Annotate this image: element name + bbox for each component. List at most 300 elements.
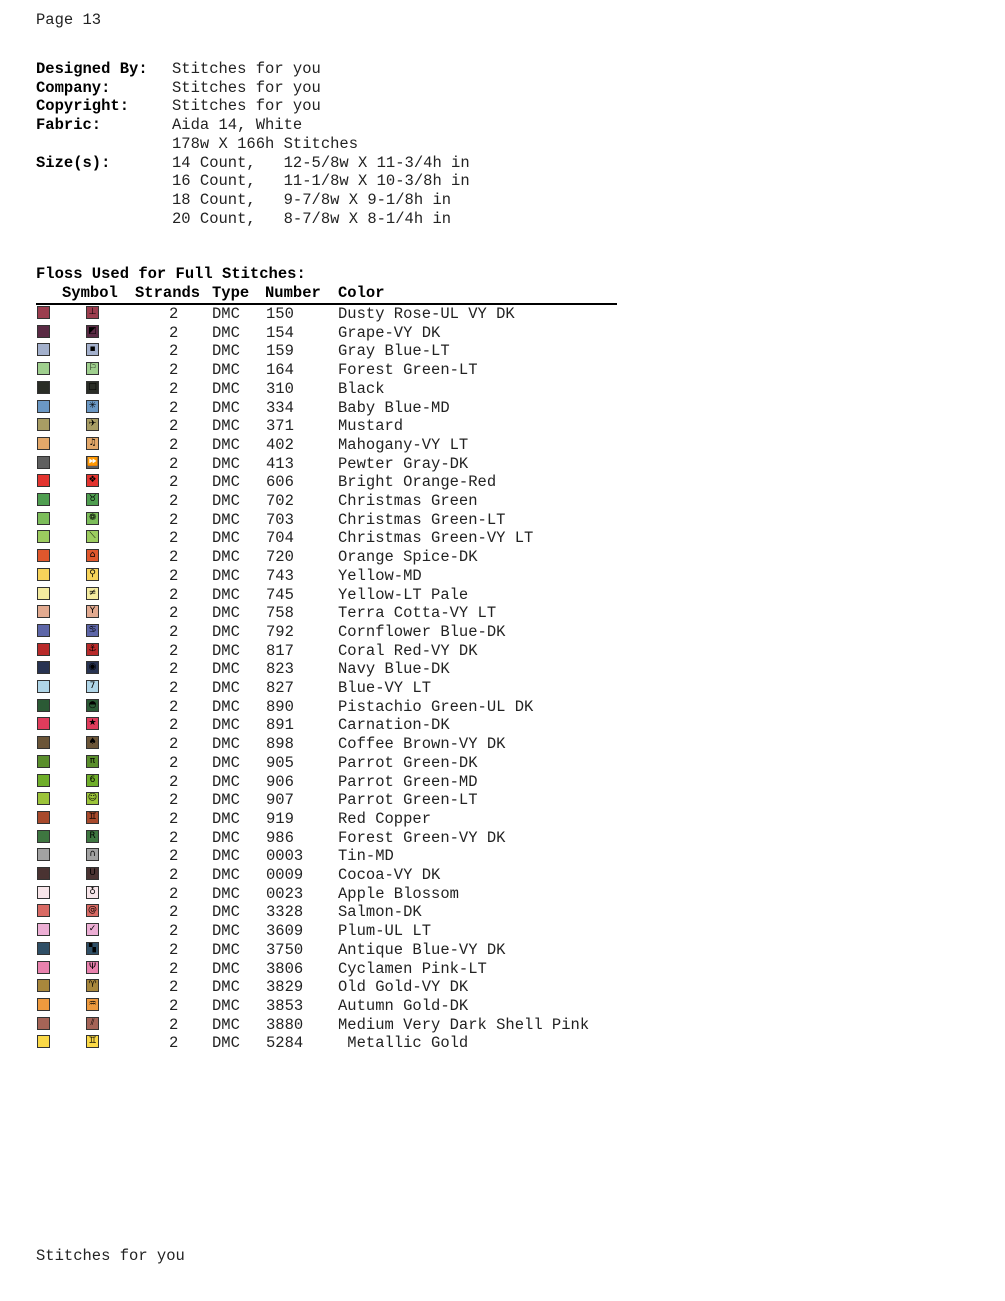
color-name-cell: Coffee Brown-VY DK xyxy=(338,735,506,754)
number-cell: 310 xyxy=(266,379,294,398)
type-cell: DMC xyxy=(212,585,240,604)
number-cell: 702 xyxy=(266,492,294,510)
color-swatch xyxy=(37,400,50,413)
color-swatch xyxy=(37,381,50,394)
strands-cell: 2 xyxy=(169,716,179,735)
strands-cell: 2 xyxy=(169,510,179,529)
color-name-cell: Medium Very Dark Shell Pink xyxy=(338,1015,590,1034)
type-cell: DMC xyxy=(212,492,240,510)
type-cell: DMC xyxy=(212,323,240,342)
floss-row xyxy=(0,455,700,473)
strands-cell: 2 xyxy=(169,585,179,604)
type-cell: DMC xyxy=(212,1034,240,1053)
number-cell: 720 xyxy=(266,548,294,567)
stitch-symbol-icon: ♊ xyxy=(86,1035,99,1048)
color-name-cell: Christmas Green-VY LT xyxy=(338,529,534,548)
strands-cell: 2 xyxy=(169,622,179,641)
info-value: 178w X 166h Stitches xyxy=(172,134,359,153)
type-cell: DMC xyxy=(212,604,240,623)
color-name-cell: Pewter Gray-DK xyxy=(338,454,469,473)
color-name-cell: Parrot Green-MD xyxy=(338,772,478,791)
floss-row xyxy=(0,866,700,884)
strands-cell: 2 xyxy=(169,940,179,959)
color-name-cell: Yellow-MD xyxy=(338,566,422,585)
strands-cell: 2 xyxy=(169,922,179,941)
color-name-cell: Cocoa-VY DK xyxy=(338,866,441,884)
color-name-cell: Coral Red-VY DK xyxy=(338,641,478,660)
strands-cell: 2 xyxy=(169,398,179,417)
color-swatch xyxy=(37,661,50,674)
type-cell: DMC xyxy=(212,772,240,791)
floss-row xyxy=(0,492,700,510)
color-swatch xyxy=(37,343,50,356)
floss-row xyxy=(0,810,700,828)
color-swatch xyxy=(37,418,50,431)
type-cell: DMC xyxy=(212,473,240,492)
number-cell: 907 xyxy=(266,791,294,810)
floss-row xyxy=(0,941,700,959)
type-cell: DMC xyxy=(212,959,240,978)
number-cell: 0003 xyxy=(266,847,304,866)
info-value: Stitches for you xyxy=(172,78,321,97)
type-cell: DMC xyxy=(212,866,240,884)
color-name-cell: Yellow-LT Pale xyxy=(338,585,469,604)
stitch-symbol-icon: ⟍ xyxy=(86,530,99,543)
color-name-cell: Antique Blue-VY DK xyxy=(338,940,506,959)
strands-cell: 2 xyxy=(169,454,179,473)
type-cell: DMC xyxy=(212,566,240,585)
color-swatch xyxy=(37,979,50,992)
type-cell: DMC xyxy=(212,510,240,529)
color-swatch xyxy=(37,811,50,824)
color-swatch xyxy=(37,867,50,880)
color-name-cell: Metallic Gold xyxy=(338,1034,469,1053)
strands-cell: 2 xyxy=(169,772,179,791)
page-number: Page 13 xyxy=(36,11,102,29)
floss-row xyxy=(0,960,700,978)
type-cell: DMC xyxy=(212,361,240,380)
floss-row xyxy=(0,586,700,604)
strands-cell: 2 xyxy=(169,323,179,342)
number-cell: 3806 xyxy=(266,959,304,978)
number-cell: 3829 xyxy=(266,978,304,997)
color-swatch xyxy=(37,717,50,730)
color-name-cell: Grape-VY DK xyxy=(338,323,441,342)
stitch-symbol-icon: ≠ xyxy=(86,587,99,600)
color-swatch xyxy=(37,680,50,693)
type-cell: DMC xyxy=(212,435,240,454)
number-cell: 3328 xyxy=(266,903,304,922)
floss-row xyxy=(0,735,700,753)
strands-cell: 2 xyxy=(169,866,179,884)
stitch-symbol-icon: ◩ xyxy=(86,325,99,338)
stitch-symbol-icon: ♊ xyxy=(86,811,99,824)
info-value: Aida 14, White xyxy=(172,116,303,135)
floss-row xyxy=(0,922,700,940)
color-name-cell: Blue-VY LT xyxy=(338,679,432,697)
color-swatch xyxy=(37,942,50,955)
strands-cell: 2 xyxy=(169,978,179,997)
floss-row xyxy=(0,399,700,417)
floss-row xyxy=(0,773,700,791)
number-cell: 150 xyxy=(266,305,294,323)
number-cell: 891 xyxy=(266,716,294,735)
color-name-cell: Parrot Green-LT xyxy=(338,791,478,810)
floss-row xyxy=(0,529,700,547)
color-swatch xyxy=(37,362,50,375)
type-cell: DMC xyxy=(212,622,240,641)
floss-row xyxy=(0,548,700,566)
info-label: Copyright: xyxy=(36,97,130,116)
color-name-cell: Forest Green-LT xyxy=(338,361,478,380)
number-cell: 0009 xyxy=(266,866,304,884)
page-footer: Stitches for you xyxy=(36,1247,185,1265)
type-cell: DMC xyxy=(212,978,240,997)
color-name-cell: Old Gold-VY DK xyxy=(338,978,469,997)
stitch-symbol-icon: ▪ xyxy=(86,343,99,356)
color-swatch xyxy=(37,549,50,562)
info-value: 14 Count, 12-5/8w X 11-3/4h in xyxy=(172,153,470,172)
strands-cell: 2 xyxy=(169,566,179,585)
floss-row xyxy=(0,1016,700,1034)
number-cell: 3880 xyxy=(266,1015,304,1034)
floss-row xyxy=(0,511,700,529)
number-cell: 792 xyxy=(266,622,294,641)
number-cell: 0023 xyxy=(266,884,304,903)
color-swatch xyxy=(37,530,50,543)
number-cell: 743 xyxy=(266,566,294,585)
floss-row xyxy=(0,567,700,585)
color-swatch xyxy=(37,923,50,936)
type-cell: DMC xyxy=(212,922,240,941)
strands-cell: 2 xyxy=(169,697,179,716)
header-color: Color xyxy=(338,284,385,302)
number-cell: 154 xyxy=(266,323,294,342)
header-strands: Strands xyxy=(135,284,201,302)
stitch-symbol-icon: 6 xyxy=(86,774,99,787)
color-swatch xyxy=(37,474,50,487)
color-swatch xyxy=(37,1017,50,1030)
type-cell: DMC xyxy=(212,753,240,772)
stitch-symbol-icon: ⚐ xyxy=(86,362,99,375)
color-swatch xyxy=(37,587,50,600)
color-name-cell: Cornflower Blue-DK xyxy=(338,622,506,641)
stitch-symbol-icon: □ xyxy=(86,381,99,394)
color-swatch xyxy=(37,306,50,319)
stitch-symbol-icon: ⊥ xyxy=(86,306,99,319)
number-cell: 817 xyxy=(266,641,294,660)
stitch-symbol-icon: ♉ xyxy=(86,493,99,506)
stitch-symbol-icon: ⚲ xyxy=(86,568,99,581)
number-cell: 919 xyxy=(266,809,294,828)
color-swatch xyxy=(37,830,50,843)
strands-cell: 2 xyxy=(169,679,179,697)
floss-row xyxy=(0,1034,700,1052)
strands-cell: 2 xyxy=(169,604,179,623)
stitch-symbol-icon: ♒ xyxy=(86,998,99,1011)
info-value: 18 Count, 9-7/8w X 9-1/8h in xyxy=(172,190,452,209)
color-name-cell: Plum-UL LT xyxy=(338,922,432,941)
header-symbol: Symbol xyxy=(62,284,118,302)
color-swatch xyxy=(37,736,50,749)
color-swatch xyxy=(37,624,50,637)
stitch-symbol-icon: ◓ xyxy=(86,699,99,712)
color-name-cell: Gray Blue-LT xyxy=(338,342,450,361)
color-name-cell: Cyclamen Pink-LT xyxy=(338,959,487,978)
color-name-cell: Forest Green-VY DK xyxy=(338,828,506,847)
stitch-symbol-icon: ♋ xyxy=(86,624,99,637)
color-swatch xyxy=(37,755,50,768)
color-name-cell: Baby Blue-MD xyxy=(338,398,450,417)
stitch-symbol-icon: Ψ xyxy=(86,961,99,974)
color-name-cell: Christmas Green-LT xyxy=(338,510,506,529)
strands-cell: 2 xyxy=(169,828,179,847)
number-cell: 402 xyxy=(266,435,294,454)
color-swatch xyxy=(37,437,50,450)
stitch-symbol-icon: ♁ xyxy=(86,886,99,899)
color-swatch xyxy=(37,568,50,581)
strands-cell: 2 xyxy=(169,435,179,454)
strands-cell: 2 xyxy=(169,492,179,510)
floss-row xyxy=(0,903,700,921)
floss-row xyxy=(0,342,700,360)
floss-row xyxy=(0,417,700,435)
color-name-cell: Bright Orange-Red xyxy=(338,473,497,492)
strands-cell: 2 xyxy=(169,305,179,323)
type-cell: DMC xyxy=(212,940,240,959)
number-cell: 703 xyxy=(266,510,294,529)
strands-cell: 2 xyxy=(169,641,179,660)
type-cell: DMC xyxy=(212,716,240,735)
stitch-symbol-icon: ✳ xyxy=(86,400,99,413)
color-swatch xyxy=(37,605,50,618)
number-cell: 3609 xyxy=(266,922,304,941)
stitch-symbol-icon: 7 xyxy=(86,680,99,693)
strands-cell: 2 xyxy=(169,660,179,679)
stitch-symbol-icon: ⏩ xyxy=(87,456,99,467)
strands-cell: 2 xyxy=(169,959,179,978)
stitch-symbol-icon: π xyxy=(86,755,99,768)
type-cell: DMC xyxy=(212,660,240,679)
color-swatch xyxy=(37,493,50,506)
floss-row xyxy=(0,847,700,865)
strands-cell: 2 xyxy=(169,753,179,772)
strands-cell: 2 xyxy=(169,1034,179,1053)
floss-row xyxy=(0,660,700,678)
floss-row xyxy=(0,361,700,379)
info-label: Fabric: xyxy=(36,116,102,135)
floss-row xyxy=(0,642,700,660)
strands-cell: 2 xyxy=(169,342,179,361)
type-cell: DMC xyxy=(212,529,240,548)
stitch-symbol-icon: ♈ xyxy=(86,979,99,992)
stitch-symbol-icon: Y xyxy=(86,605,99,618)
stitch-symbol-icon: R xyxy=(86,830,99,843)
color-swatch xyxy=(37,643,50,656)
color-name-cell: Autumn Gold-DK xyxy=(338,996,469,1015)
stitch-symbol-icon: ☺ xyxy=(87,793,98,804)
stitch-symbol-icon: @ xyxy=(88,905,97,916)
color-swatch xyxy=(37,325,50,338)
floss-row xyxy=(0,754,700,772)
floss-row xyxy=(0,305,700,323)
strands-cell: 2 xyxy=(169,548,179,567)
header-number: Number xyxy=(265,284,321,302)
color-name-cell: Apple Blossom xyxy=(338,884,459,903)
number-cell: 371 xyxy=(266,417,294,436)
type-cell: DMC xyxy=(212,735,240,754)
stitch-symbol-icon: ★ xyxy=(86,717,99,730)
floss-row xyxy=(0,997,700,1015)
color-swatch xyxy=(37,792,50,805)
floss-row xyxy=(0,623,700,641)
floss-row xyxy=(0,698,700,716)
floss-row xyxy=(0,604,700,622)
color-name-cell: Pistachio Green-UL DK xyxy=(338,697,534,716)
stitch-symbol-icon: ❁ xyxy=(86,512,99,525)
info-label: Company: xyxy=(36,78,111,97)
type-cell: DMC xyxy=(212,454,240,473)
info-value: 16 Count, 11-1/8w X 10-3/8h in xyxy=(172,172,470,191)
number-cell: 3853 xyxy=(266,996,304,1015)
type-cell: DMC xyxy=(212,548,240,567)
color-name-cell: Parrot Green-DK xyxy=(338,753,478,772)
number-cell: 745 xyxy=(266,585,294,604)
floss-row xyxy=(0,978,700,996)
number-cell: 159 xyxy=(266,342,294,361)
strands-cell: 2 xyxy=(169,379,179,398)
floss-row xyxy=(0,679,700,697)
strands-cell: 2 xyxy=(169,996,179,1015)
stitch-symbol-icon: U xyxy=(86,867,99,880)
strands-cell: 2 xyxy=(169,1015,179,1034)
strands-cell: 2 xyxy=(169,884,179,903)
type-cell: DMC xyxy=(212,809,240,828)
strands-cell: 2 xyxy=(169,847,179,866)
stitch-symbol-icon: ♠ xyxy=(86,736,99,749)
strands-cell: 2 xyxy=(169,473,179,492)
number-cell: 413 xyxy=(266,454,294,473)
type-cell: DMC xyxy=(212,791,240,810)
stitch-symbol-icon: ✓ xyxy=(86,923,99,936)
info-label: Size(s): xyxy=(36,153,111,172)
color-swatch xyxy=(37,774,50,787)
type-cell: DMC xyxy=(212,305,240,323)
type-cell: DMC xyxy=(212,828,240,847)
type-cell: DMC xyxy=(212,1015,240,1034)
color-name-cell: Tin-MD xyxy=(338,847,394,866)
stitch-symbol-icon: ∩ xyxy=(86,848,99,861)
color-swatch xyxy=(37,699,50,712)
color-name-cell: Terra Cotta-VY LT xyxy=(338,604,497,623)
number-cell: 898 xyxy=(266,735,294,754)
number-cell: 986 xyxy=(266,828,294,847)
info-label: Designed By: xyxy=(36,60,148,78)
info-value: Stitches for you xyxy=(172,97,321,116)
type-cell: DMC xyxy=(212,417,240,436)
color-swatch xyxy=(37,904,50,917)
number-cell: 905 xyxy=(266,753,294,772)
type-cell: DMC xyxy=(212,379,240,398)
color-name-cell: Carnation-DK xyxy=(338,716,450,735)
stitch-symbol-icon: ⚓ xyxy=(86,643,99,656)
color-name-cell: Dusty Rose-UL VY DK xyxy=(338,305,515,323)
color-name-cell: Mahogany-VY LT xyxy=(338,435,469,454)
color-swatch xyxy=(37,848,50,861)
number-cell: 758 xyxy=(266,604,294,623)
info-value: Stitches for you xyxy=(172,60,321,78)
strands-cell: 2 xyxy=(169,791,179,810)
color-swatch xyxy=(37,1035,50,1048)
color-name-cell: Salmon-DK xyxy=(338,903,422,922)
color-name-cell: Mustard xyxy=(338,417,404,436)
floss-section-title: Floss Used for Full Stitches: xyxy=(36,265,306,283)
color-swatch xyxy=(37,886,50,899)
strands-cell: 2 xyxy=(169,903,179,922)
type-cell: DMC xyxy=(212,641,240,660)
strands-cell: 2 xyxy=(169,809,179,828)
color-swatch xyxy=(37,456,50,469)
type-cell: DMC xyxy=(212,398,240,417)
color-name-cell: Navy Blue-DK xyxy=(338,660,450,679)
color-swatch xyxy=(37,998,50,1011)
strands-cell: 2 xyxy=(169,417,179,436)
stitch-symbol-icon: ✈ xyxy=(86,418,99,431)
strands-cell: 2 xyxy=(169,735,179,754)
stitch-symbol-icon: ◉ xyxy=(86,661,99,674)
number-cell: 606 xyxy=(266,473,294,492)
number-cell: 906 xyxy=(266,772,294,791)
stitch-symbol-icon: ❖ xyxy=(86,474,99,487)
stitch-symbol-icon: ⌂ xyxy=(86,549,99,562)
type-cell: DMC xyxy=(212,342,240,361)
floss-row xyxy=(0,829,700,847)
number-cell: 3750 xyxy=(266,940,304,959)
color-name-cell: Christmas Green xyxy=(338,492,478,510)
floss-row xyxy=(0,324,700,342)
floss-row xyxy=(0,791,700,809)
info-value: 20 Count, 8-7/8w X 8-1/4h in xyxy=(172,209,452,228)
strands-cell: 2 xyxy=(169,361,179,380)
number-cell: 890 xyxy=(266,697,294,716)
number-cell: 5284 xyxy=(266,1034,304,1053)
number-cell: 823 xyxy=(266,660,294,679)
stitch-symbol-icon: ♫ xyxy=(86,437,99,450)
stitch-symbol-icon: ⫽ xyxy=(86,1017,99,1030)
type-cell: DMC xyxy=(212,903,240,922)
number-cell: 827 xyxy=(266,679,294,697)
floss-row xyxy=(0,885,700,903)
type-cell: DMC xyxy=(212,847,240,866)
floss-row xyxy=(0,473,700,491)
color-name-cell: Orange Spice-DK xyxy=(338,548,478,567)
floss-row xyxy=(0,716,700,734)
type-cell: DMC xyxy=(212,679,240,697)
strands-cell: 2 xyxy=(169,529,179,548)
color-swatch xyxy=(37,961,50,974)
type-cell: DMC xyxy=(212,996,240,1015)
type-cell: DMC xyxy=(212,884,240,903)
header-type: Type xyxy=(212,284,250,302)
stitch-symbol-icon: ▚ xyxy=(86,942,99,955)
floss-row xyxy=(0,436,700,454)
number-cell: 704 xyxy=(266,529,294,548)
number-cell: 334 xyxy=(266,398,294,417)
floss-row xyxy=(0,380,700,398)
color-swatch xyxy=(37,512,50,525)
color-name-cell: Red Copper xyxy=(338,809,432,828)
type-cell: DMC xyxy=(212,697,240,716)
